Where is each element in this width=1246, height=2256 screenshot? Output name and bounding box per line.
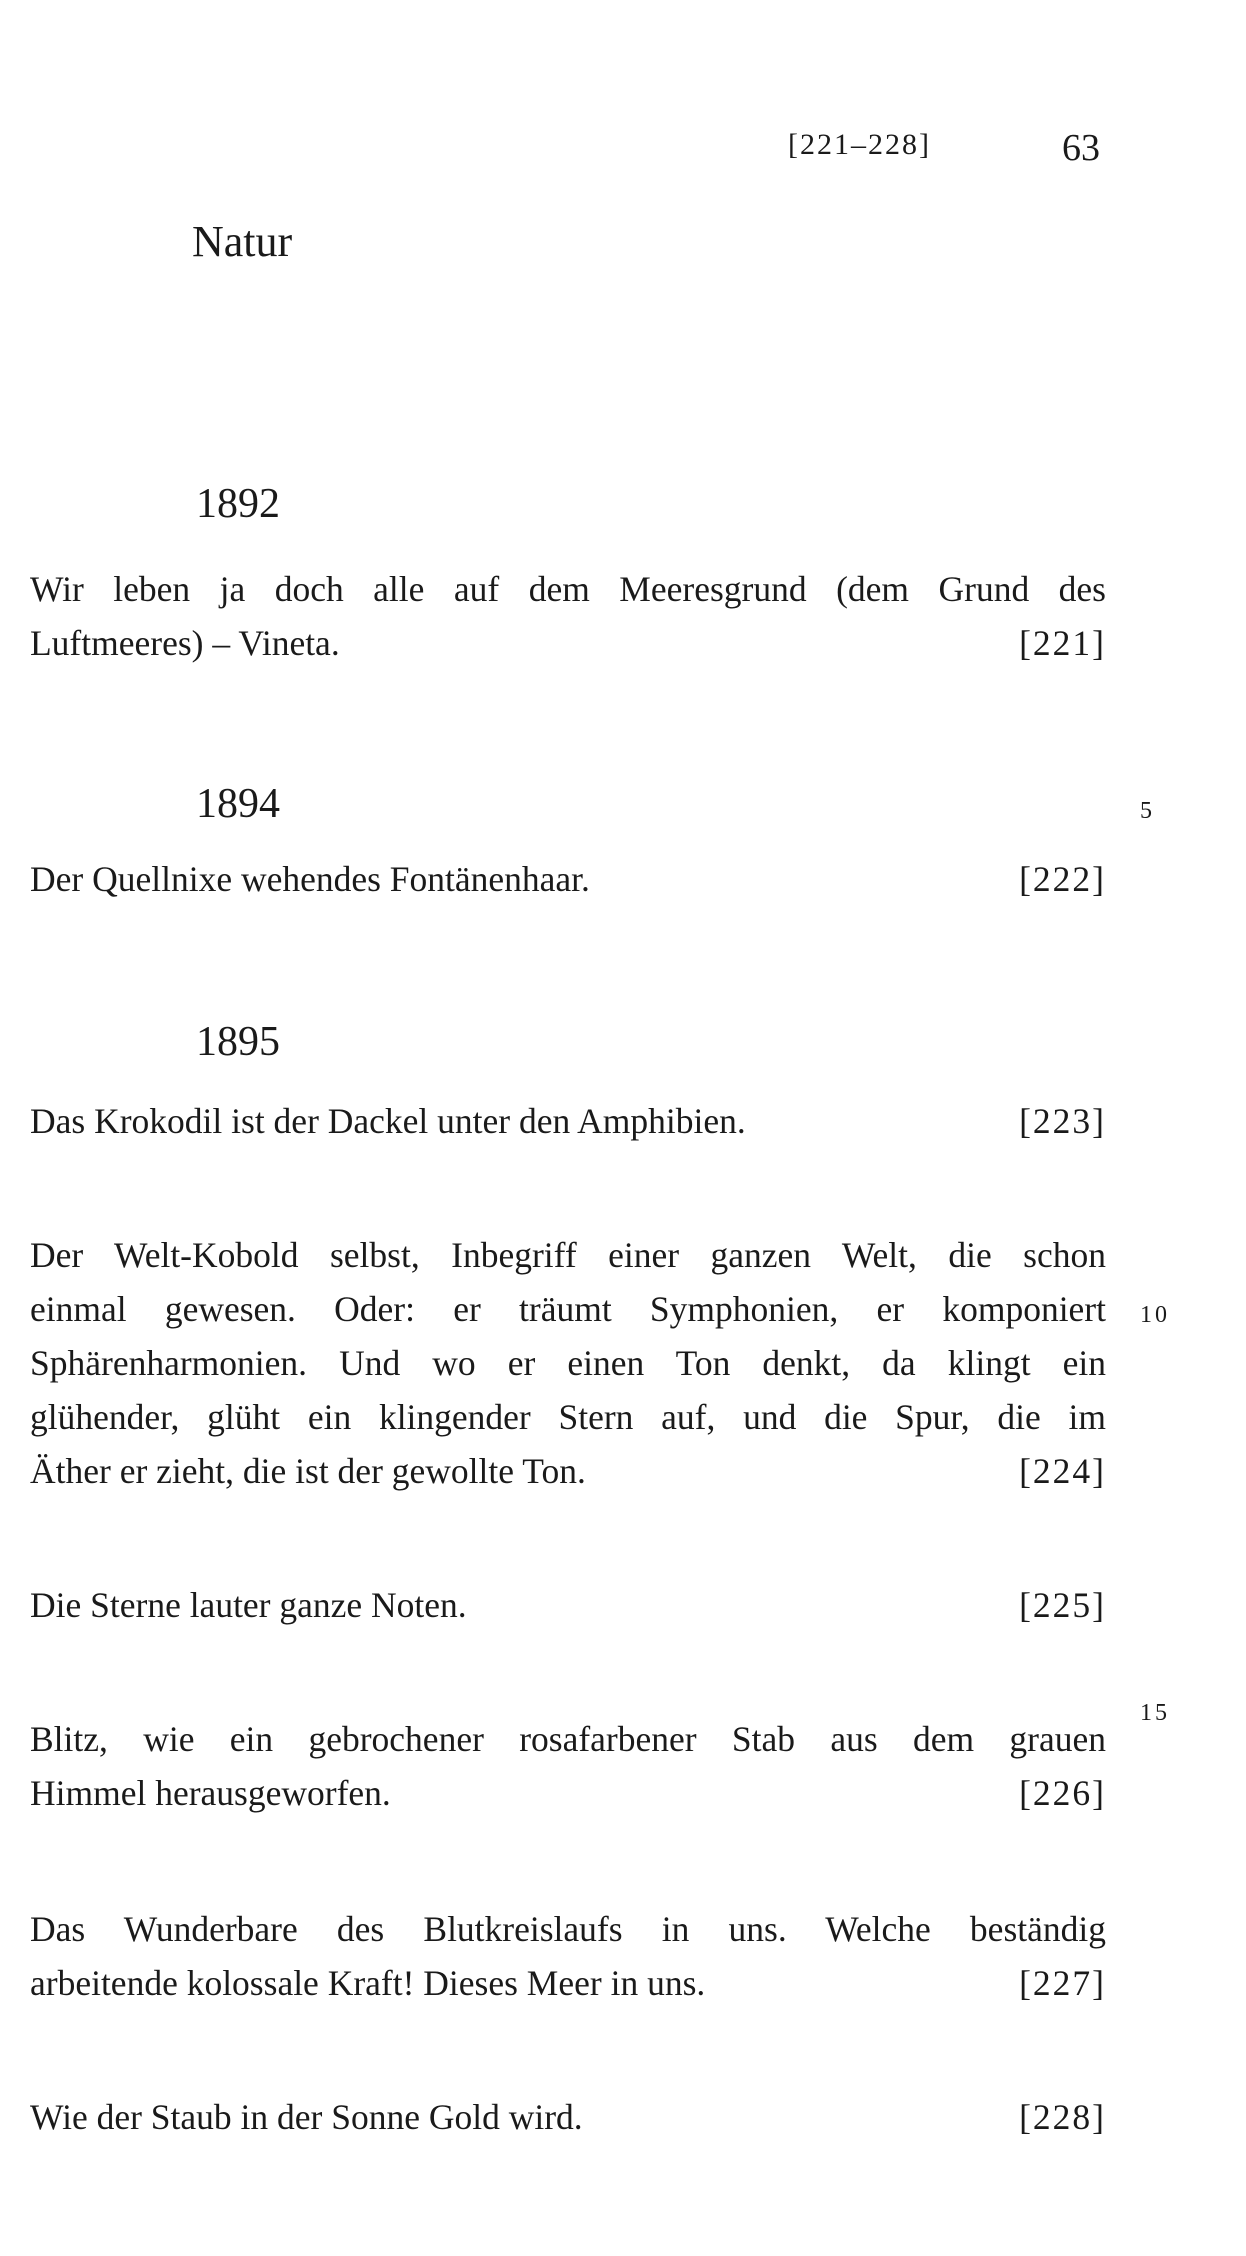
entry-last-line <box>30 1444 1106 1498</box>
entry-number: [226] <box>1019 1773 1106 1813</box>
entry-number: [228] <box>1019 2097 1106 2137</box>
entry-line: Himmel herausgeworfen. <box>30 1773 391 1813</box>
entry-222 <box>30 852 1106 906</box>
margin-line-number: 15 <box>1140 1700 1170 1726</box>
year-heading-1892: 1892 <box>196 481 280 527</box>
entry-last-line <box>30 852 1106 906</box>
margin-line-number: 5 <box>1140 798 1155 824</box>
entry-line: Wir leben ja doch alle auf dem Meeresgrund (dem Grund des <box>30 569 1106 609</box>
entry-line: glühender, glüht ein klingender Stern auf, und die Spur, die im <box>30 1397 1106 1437</box>
entry-line: Sphärenharmonien. Und wo er einen Ton denkt, da klingt ein <box>30 1343 1106 1383</box>
margin-line-number: 10 <box>1140 1302 1170 1328</box>
entry-range-header: [221–228] <box>788 128 931 161</box>
section-title: Natur <box>192 217 293 266</box>
entry-line: Äther er zieht, die ist der gewollte Ton. <box>30 1451 586 1491</box>
entry-last-line <box>30 1094 1106 1148</box>
page-number: 63 <box>1062 127 1100 169</box>
entry-last-line <box>30 1766 1106 1820</box>
year-heading-1894: 1894 <box>196 781 280 827</box>
entry-line: Das Wunderbare des Blutkreislaufs in uns. Welche beständig <box>30 1909 1106 1949</box>
entry-last-line <box>30 2090 1106 2144</box>
entry-221 <box>30 562 1106 670</box>
entry-line: einmal gewesen. Oder: er träumt Symphonien, er komponiert <box>30 1289 1106 1329</box>
entry-number: [225] <box>1019 1585 1106 1625</box>
entry-last-line <box>30 1956 1106 2010</box>
entry-last-line <box>30 616 1106 670</box>
entry-number: [221] <box>1019 623 1106 663</box>
entry-226 <box>30 1712 1106 1820</box>
entry-line: Luftmeeres) – Vineta. <box>30 623 340 663</box>
entry-line: Wie der Staub in der Sonne Gold wird. <box>30 2097 583 2137</box>
entry-number: [223] <box>1019 1101 1106 1141</box>
entry-227 <box>30 1902 1106 2010</box>
entry-number: [227] <box>1019 1963 1106 2003</box>
entry-line: arbeitende kolossale Kraft! Dieses Meer in uns. <box>30 1963 706 2003</box>
entry-line: Die Sterne lauter ganze Noten. <box>30 1585 467 1625</box>
entry-228 <box>30 2090 1106 2144</box>
entry-line: Der Welt-Kobold selbst, Inbegriff einer ganzen Welt, die schon <box>30 1235 1106 1275</box>
entry-line: Blitz, wie ein gebrochener rosafarbener Stab aus dem grauen <box>30 1719 1106 1759</box>
entry-last-line <box>30 1578 1106 1632</box>
entry-223 <box>30 1094 1106 1148</box>
entry-number: [222] <box>1019 859 1106 899</box>
entry-line: Der Quellnixe wehendes Fontänenhaar. <box>30 859 590 899</box>
entry-number: [224] <box>1019 1451 1106 1491</box>
entry-224 <box>30 1228 1106 1498</box>
entry-line: Das Krokodil ist der Dackel unter den Amphibien. <box>30 1101 746 1141</box>
entry-225 <box>30 1578 1106 1632</box>
year-heading-1895: 1895 <box>196 1019 280 1065</box>
